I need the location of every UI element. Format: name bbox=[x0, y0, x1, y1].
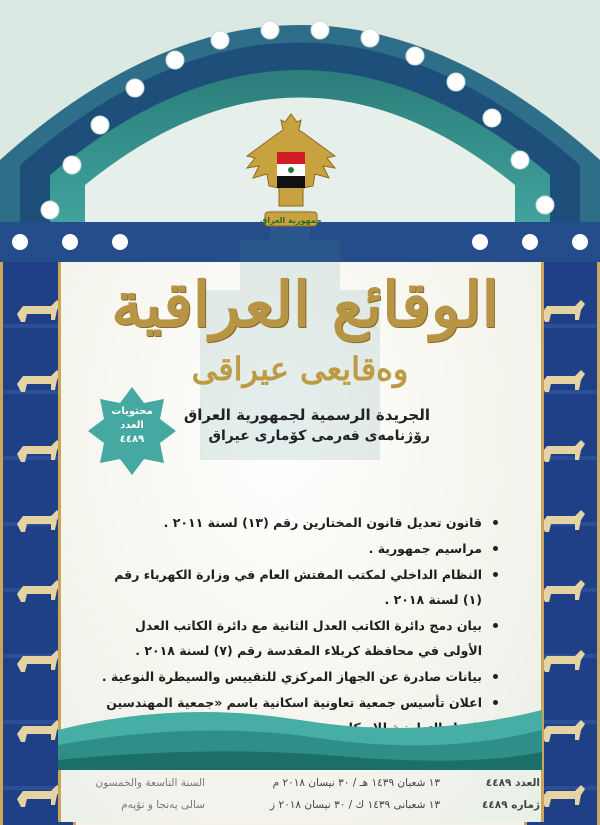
page-title-kurdish: وەقایعی عیراقی bbox=[191, 350, 409, 388]
iraq-eagle-emblem-icon bbox=[243, 108, 339, 238]
badge-text bbox=[86, 405, 178, 447]
badge-line1: محتويات bbox=[111, 406, 153, 417]
bull-icon bbox=[11, 642, 65, 682]
gazette-subtitle-kurdish: رۆژنامەی فەرمی كۆماری عیراق bbox=[208, 428, 430, 444]
list-item: بيانات صادرة عن الجهاز المركزي للتقييس والسيطرة النوعية . bbox=[96, 664, 502, 689]
issue-date-kurdish: ١٣ شعبانی ١٤٣٩ ك / ٣٠ نيسان ٢٠١٨ ز bbox=[270, 799, 440, 811]
list-item: مراسيم جمهورية . bbox=[96, 536, 502, 561]
footer-row-arabic bbox=[60, 777, 540, 797]
bull-icon bbox=[11, 712, 65, 752]
issue-year: السنة التاسعة والخمسون bbox=[95, 777, 205, 789]
badge-line2: العدد bbox=[120, 420, 144, 431]
emblem-label: جمهورية العراق bbox=[260, 216, 322, 225]
teal-wave-decoration bbox=[58, 690, 542, 770]
page-title-arabic: الوقائع العراقية bbox=[111, 268, 499, 341]
issue-year-kurdish: سالی پەنجا و نۆیەم bbox=[121, 799, 205, 811]
bull-icon bbox=[11, 432, 65, 472]
list-item: النظام الداخلي لمكتب المفتش العام في وزارة الكهرباء رقم (١) لسنة ٢٠١٨ . bbox=[96, 562, 502, 612]
issue-number-kurdish: ژمارە ٤٤٨٩ bbox=[481, 799, 540, 811]
list-item: قانون تعديل قانون المختارين رقم (١٣) لسنة ٢٠١١ . bbox=[96, 510, 502, 535]
footer bbox=[60, 775, 540, 823]
footer-row-kurdish bbox=[60, 799, 540, 819]
issue-number: العدد ٤٤٨٩ bbox=[485, 777, 540, 789]
bull-icon bbox=[11, 572, 65, 612]
list-item: بيان دمج دائرة الكاتب العدل الثانية مع دائرة الكاتب العدل الأولى في محافظة كربلاء المقدسة رقم (٧) لسنة ٢٠١٨ . bbox=[96, 613, 502, 663]
issue-date: ١٣ شعبان ١٤٣٩ هـ / ٣٠ نيسان ٢٠١٨ م bbox=[272, 777, 440, 789]
bull-icon bbox=[11, 502, 65, 542]
bull-icon bbox=[11, 292, 65, 332]
bull-icon bbox=[11, 777, 65, 817]
list-item: اعلان تأسيس جمعية تعاونية اسكانية باسم «جمعية المهندسين التعاونية bbox=[96, 690, 502, 765]
gazette-subtitle-arabic: الجريدة الرسمية لجمهورية العراق bbox=[183, 406, 430, 424]
badge-number: ٤٤٨٩ bbox=[119, 434, 145, 445]
bull-icon bbox=[11, 362, 65, 402]
